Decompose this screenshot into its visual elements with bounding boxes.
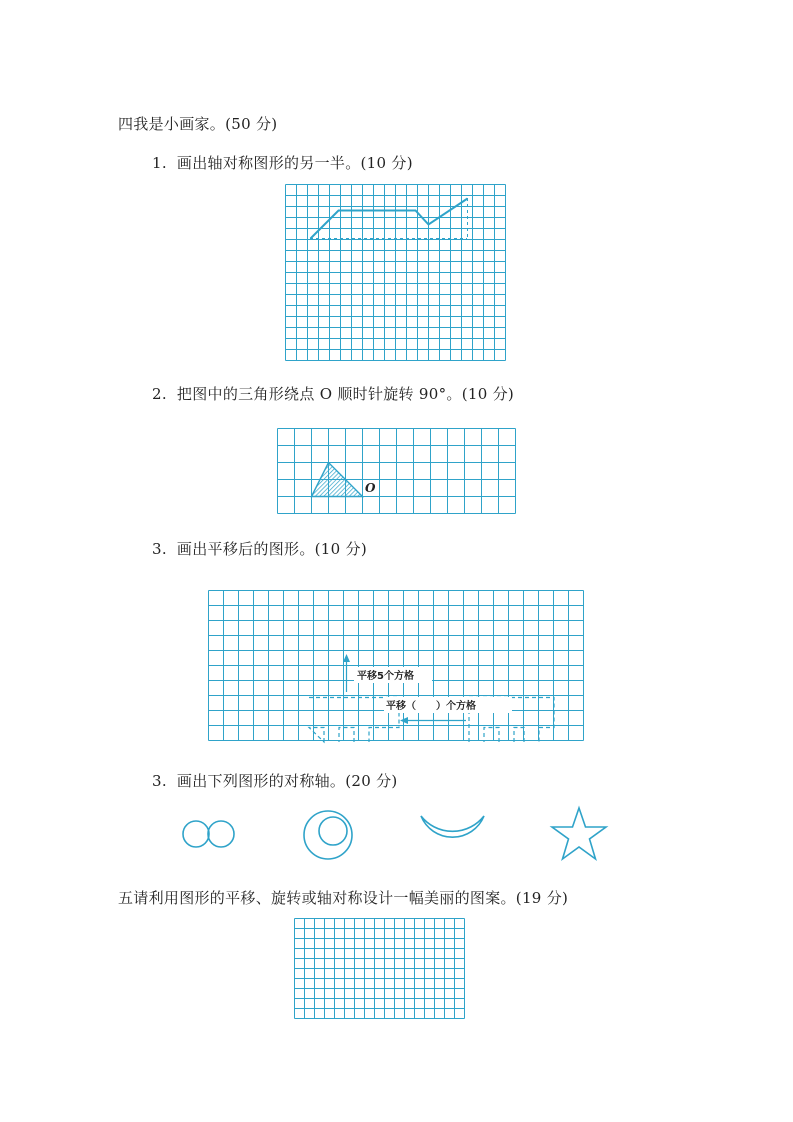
two-circles-icon — [180, 815, 240, 855]
question-1-text: 画出轴对称图形的另一半。(10 分) — [176, 154, 413, 172]
question-2-text: 把图中的三角形绕点 O 顺时针旋转 90°。(10 分) — [176, 385, 515, 403]
grid-lines — [278, 429, 516, 514]
star-icon — [550, 806, 610, 866]
grid-lines — [295, 919, 465, 1019]
question-2-number: 2. — [152, 385, 167, 403]
question-1 — [152, 152, 413, 173]
question-4 — [152, 770, 398, 791]
label-move-up: 平移5个方格 — [357, 671, 414, 682]
question-1-number: 1. — [152, 154, 167, 172]
question-3-number: 3. — [152, 540, 167, 558]
grid-lines — [209, 591, 584, 741]
question-4-number: 3. — [152, 772, 167, 790]
crescent-circle-icon — [302, 808, 358, 864]
arrow-up-head — [343, 654, 350, 662]
grid-q1[interactable] — [285, 184, 507, 359]
label-move-left: 平移（ ）个方格 — [386, 701, 476, 712]
question-4-text: 画出下列图形的对称轴。(20 分) — [176, 772, 398, 790]
point-o-label: O — [365, 481, 376, 495]
section-4-title: 四我是小画家。(50 分) — [118, 115, 278, 133]
question-3 — [152, 538, 367, 559]
question-3-text: 画出平移后的图形。(10 分) — [176, 540, 367, 558]
question-2 — [152, 383, 514, 404]
grid-section5[interactable] — [294, 918, 464, 1022]
grid-q2[interactable] — [277, 428, 515, 513]
section-5-title: 五请利用图形的平移、旋转或轴对称设计一幅美丽的图案。(19 分) — [118, 889, 569, 907]
grid-q3[interactable] — [208, 590, 584, 745]
crescent-bowl-icon — [418, 812, 490, 862]
half-figure-line — [311, 199, 468, 239]
